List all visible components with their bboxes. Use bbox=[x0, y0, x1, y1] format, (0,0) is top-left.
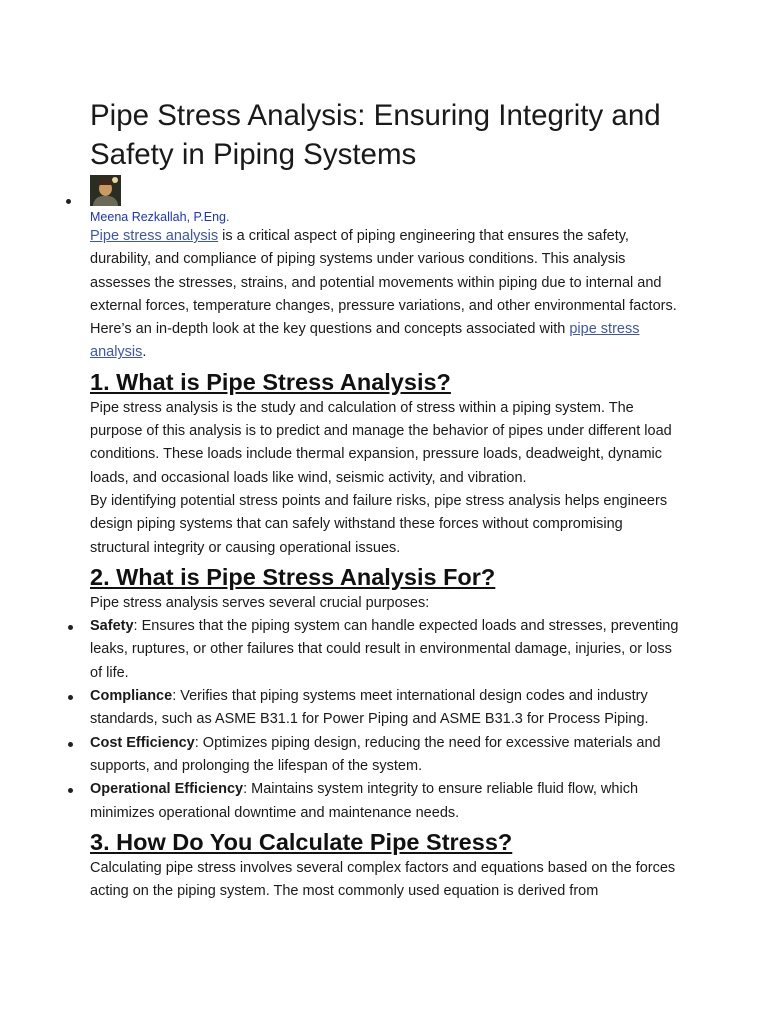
intro-paragraph bbox=[90, 225, 682, 365]
section-2-intro: Pipe stress analysis serves several crucial purposes: bbox=[90, 594, 430, 611]
page-title: Pipe Stress Analysis: Ensuring Integrity and Safety in Piping Systems bbox=[90, 99, 661, 171]
intro-text-end: . bbox=[142, 344, 147, 361]
section-3-heading: 3. How Do You Calculate Pipe Stress? bbox=[90, 828, 513, 855]
author-link[interactable]: Meena Rezkallah, P.Eng. bbox=[90, 210, 230, 224]
list-item bbox=[90, 732, 682, 779]
list-item-text: : Optimizes piping design, reducing the need for excessive materials and supports, and prolonging the lifespan of the system. bbox=[90, 734, 661, 774]
article bbox=[90, 96, 682, 903]
section-3-paragraph-1: Calculating pipe stress involves several complex factors and equations based on the forces acting on the piping system. The most commonly used equation is derived from bbox=[90, 859, 676, 900]
section-1-paragraph-1: Pipe stress analysis is the study and calculation of stress within a piping system. The purpose of this analysis is to predict and manage the behavior of pipes under different load conditions. These loads include thermal expansion, pressure loads, deadweight, dynamic loads, and occasional loads like wind, seismic activity, and vibration. bbox=[90, 399, 672, 486]
pipe-stress-analysis-link[interactable]: Pipe stress analysis bbox=[90, 228, 219, 244]
list-item-text: : Ensures that the piping system can handle expected loads and stresses, preventing leaks, ruptures, or other failures that could result in environmental damage, injuries, or loss of life. bbox=[90, 618, 679, 681]
section-1-paragraph-2: By identifying potential stress points and failure risks, pipe stress analysis helps engineers design piping systems that can safely withstand these forces without compromising structural integrity or causing operational issues. bbox=[90, 492, 668, 556]
section-2-heading: 2. What is Pipe Stress Analysis For? bbox=[90, 563, 496, 590]
author-block bbox=[90, 175, 682, 225]
list-item bbox=[90, 778, 682, 825]
intro-text: is a critical aspect of piping engineering that ensures the safety, durability, and compliance of piping systems under various conditions. This analysis assesses the stresses, strains, and potential movements within piping due to internal and external forces, temperature changes, pressure variations, and other environmental factors. Here’s an in-depth look at the key questions and concepts associated with bbox=[90, 228, 677, 338]
list-item-text: : Verifies that piping systems meet international design codes and industry standards, such as ASME B31.1 for Power Piping and ASME B31.3 for Process Piping. bbox=[90, 688, 649, 728]
bullet-dot bbox=[66, 199, 71, 204]
list-item-term: Safety bbox=[90, 618, 134, 635]
pipe-stress-analysis-link-2[interactable]: pipe stress analysis bbox=[90, 321, 640, 361]
list-item-term: Compliance bbox=[90, 688, 173, 705]
avatar-hair bbox=[98, 178, 113, 185]
list-item-text: : Maintains system integrity to ensure reliable fluid flow, which minimizes operational downtime and maintenance needs. bbox=[90, 781, 639, 821]
purpose-list bbox=[90, 615, 682, 825]
list-item bbox=[90, 615, 682, 685]
avatar-shirt bbox=[93, 196, 118, 206]
list-item-term: Cost Efficiency bbox=[90, 734, 195, 751]
list-item bbox=[90, 685, 682, 732]
section-1-heading: 1. What is Pipe Stress Analysis? bbox=[90, 368, 451, 395]
avatar[interactable] bbox=[90, 175, 121, 206]
list-item-term: Operational Efficiency bbox=[90, 781, 244, 798]
